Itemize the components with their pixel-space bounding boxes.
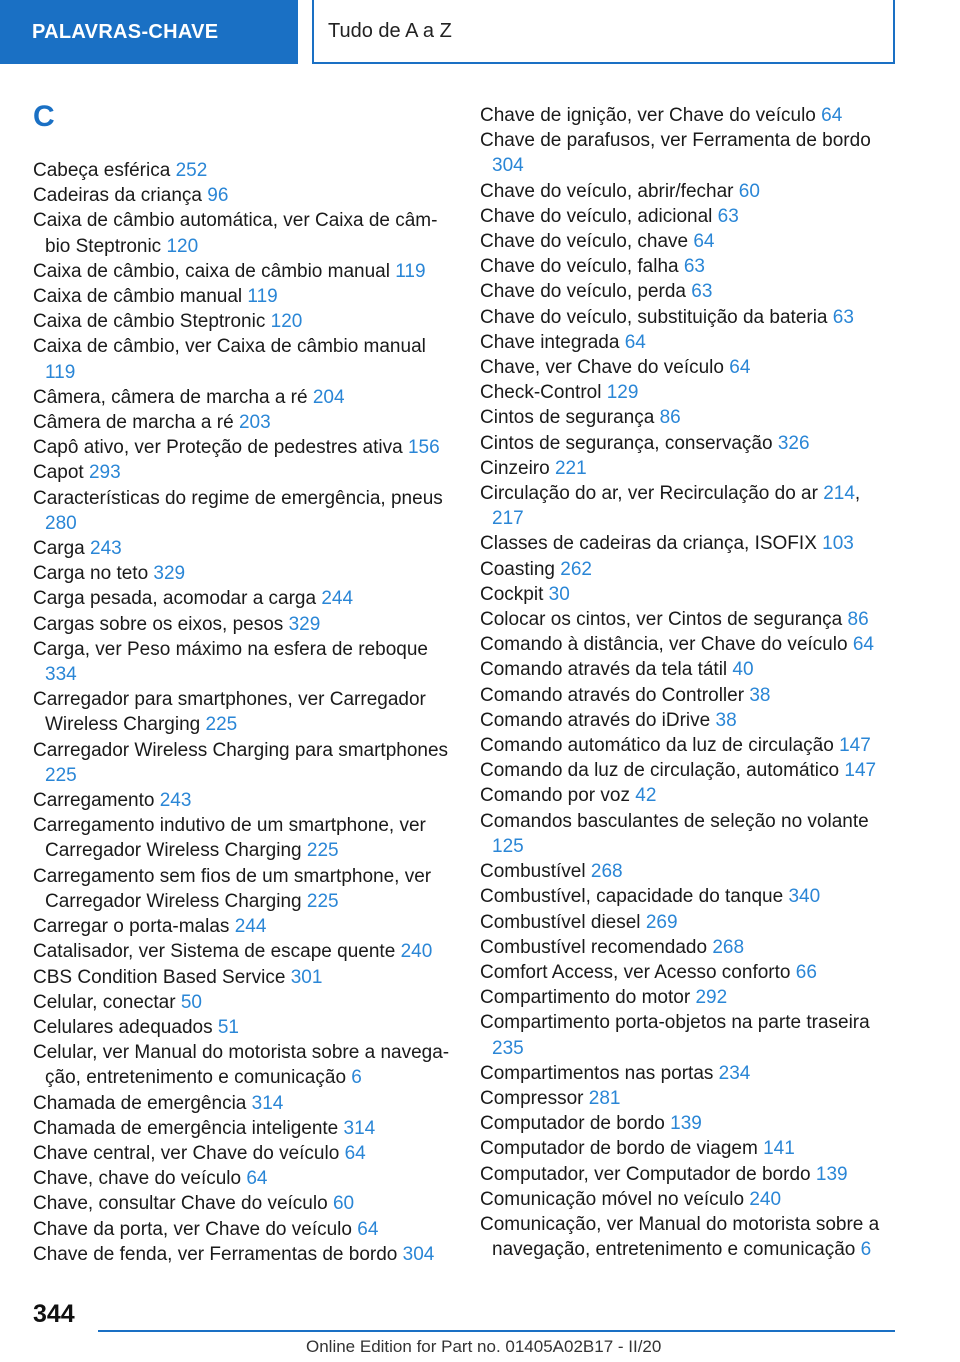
page-reference-link[interactable]: 64 bbox=[729, 357, 751, 379]
page-reference-link[interactable]: 119 bbox=[45, 361, 76, 383]
index-entry bbox=[33, 309, 453, 334]
page-reference-link[interactable]: 243 bbox=[90, 538, 122, 560]
entry-term: Carregamento sem fios de um smartphone, ver Carregador Wireless Charging bbox=[33, 865, 432, 912]
entry-term: Chave do veículo, perda bbox=[480, 281, 686, 303]
page-reference-link[interactable]: 63 bbox=[683, 256, 705, 278]
entry-term: Compartimento do motor bbox=[480, 987, 691, 1009]
entry-term: Computador de bordo de viagem bbox=[480, 1138, 758, 1160]
index-entry bbox=[480, 1136, 895, 1161]
page-reference-link[interactable]: 147 bbox=[844, 760, 877, 782]
index-entry bbox=[480, 809, 895, 859]
page-reference-link[interactable]: 235 bbox=[492, 1037, 524, 1059]
entry-term: Cargas sobre os eixos, pesos bbox=[33, 613, 284, 635]
entry-term: Chave central, ver Chave do veículo bbox=[33, 1142, 340, 1164]
entry-term: Carga no teto bbox=[33, 563, 149, 585]
index-entry bbox=[33, 1040, 453, 1090]
entry-term: Cadeiras da criança bbox=[33, 185, 202, 207]
page-reference-link[interactable]: 225 bbox=[306, 890, 339, 912]
page-reference-link[interactable]: 64 bbox=[852, 634, 874, 656]
page-reference-link[interactable]: 204 bbox=[312, 386, 345, 408]
index-entry bbox=[33, 183, 453, 208]
entry-term: CBS Condition Based Service bbox=[33, 966, 286, 988]
page-reference-link[interactable]: 301 bbox=[290, 966, 323, 988]
page-reference-link[interactable]: 129 bbox=[606, 382, 639, 404]
page-reference-link[interactable]: 225 bbox=[205, 714, 238, 736]
page-reference-link[interactable]: 86 bbox=[659, 407, 681, 429]
entry-term: Combustível recomendado bbox=[480, 936, 708, 958]
page-reference-link[interactable]: 329 bbox=[288, 613, 321, 635]
entry-term: Comandos basculantes de seleção no volante bbox=[480, 810, 869, 832]
footer-edition: Online Edition for Part no. 01405A02B17 - II/20 bbox=[306, 1337, 662, 1356]
index-entry bbox=[480, 229, 895, 254]
entry-term: Chamada de emergência inteligente bbox=[33, 1117, 339, 1139]
footer-divider bbox=[98, 1330, 895, 1332]
page-reference-link[interactable]: 240 bbox=[749, 1188, 782, 1210]
index-entry bbox=[480, 557, 895, 582]
page-reference-link[interactable]: 66 bbox=[795, 961, 817, 983]
entry-term: Cabeça esférica bbox=[33, 160, 171, 181]
page-reference-link[interactable]: 139 bbox=[815, 1163, 848, 1185]
entry-term: Coasting bbox=[480, 558, 555, 580]
index-entry bbox=[480, 683, 895, 708]
entry-term: Chave de fenda, ver Ferramentas de bordo bbox=[33, 1243, 398, 1265]
index-entry bbox=[480, 1111, 895, 1136]
index-entry bbox=[33, 208, 453, 258]
entry-term: Combustível diesel bbox=[480, 911, 641, 933]
entry-term: Comunicação, ver Manual do motorista sobre a navegação, entretenimento e comunicação bbox=[480, 1213, 880, 1261]
page-reference-link[interactable]: 314 bbox=[251, 1092, 284, 1114]
page-reference-link[interactable]: 304 bbox=[402, 1243, 435, 1265]
page-reference-link[interactable]: 139 bbox=[670, 1113, 702, 1135]
index-entry bbox=[33, 1015, 453, 1040]
page-reference-link[interactable]: 64 bbox=[693, 231, 715, 253]
entry-term: Compartimentos nas portas bbox=[480, 1062, 714, 1084]
entry-term: Câmera, câmera de marcha a ré bbox=[33, 386, 308, 408]
index-entry bbox=[33, 1091, 453, 1116]
entry-term: Chamada de emergência bbox=[33, 1092, 247, 1114]
index-entry bbox=[480, 884, 895, 909]
entry-term: Chave do veículo, chave bbox=[480, 231, 689, 253]
page-reference-link[interactable]: 125 bbox=[492, 835, 524, 857]
entry-term: Comando através do iDrive bbox=[480, 709, 711, 731]
page-reference-link[interactable]: 240 bbox=[400, 941, 433, 963]
page-reference-link[interactable]: 326 bbox=[777, 432, 810, 454]
page-reference-link[interactable]: 50 bbox=[180, 991, 202, 1013]
entry-term: Comunicação móvel no veículo bbox=[480, 1188, 745, 1210]
index-entry bbox=[480, 582, 895, 607]
index-entry bbox=[33, 1191, 453, 1216]
entry-term: Caixa de câmbio Steptronic bbox=[33, 311, 266, 333]
page-reference-link[interactable]: 221 bbox=[554, 457, 587, 479]
index-entry bbox=[480, 960, 895, 985]
index-entry bbox=[480, 128, 895, 178]
index-entry bbox=[33, 990, 453, 1015]
index-entry bbox=[480, 985, 895, 1010]
entry-term: Chave do veículo, abrir/fechar bbox=[480, 180, 734, 202]
index-entry bbox=[33, 1242, 453, 1267]
page-reference-link[interactable]: 64 bbox=[624, 331, 646, 353]
entry-term: Celular, conectar bbox=[33, 991, 176, 1013]
page-reference-link[interactable]: 268 bbox=[590, 861, 623, 883]
entry-term: Caixa de câmbio, ver Caixa de câmbio manual bbox=[33, 336, 426, 358]
entry-term: Combustível bbox=[480, 861, 586, 883]
page-reference-link[interactable]: 269 bbox=[645, 911, 678, 933]
entry-term: Catalisador, ver Sistema de escape quente bbox=[33, 941, 396, 963]
entry-term: Computador, ver Computador de bordo bbox=[480, 1163, 811, 1185]
index-entry bbox=[33, 460, 453, 485]
entry-term: Características do regime de emergência, pneus bbox=[33, 487, 443, 509]
page-reference-link[interactable]: 38 bbox=[715, 709, 737, 731]
index-entry bbox=[480, 431, 895, 456]
index-entry bbox=[480, 1187, 895, 1212]
index-entry bbox=[33, 259, 453, 284]
index-entry bbox=[33, 687, 453, 737]
index-entry bbox=[480, 456, 895, 481]
index-entry bbox=[480, 305, 895, 330]
entry-term: Chave, consultar Chave do veículo bbox=[33, 1193, 328, 1215]
entry-term: Carga, ver Peso máximo na esfera de reboque bbox=[33, 638, 428, 660]
page-reference-link[interactable]: 147 bbox=[839, 735, 871, 757]
page-reference-link[interactable]: 292 bbox=[695, 987, 728, 1009]
entry-term: Check-Control bbox=[480, 382, 602, 404]
page-reference-link[interactable]: 243 bbox=[159, 790, 192, 812]
entry-term: Chave, chave do veículo bbox=[33, 1168, 242, 1190]
index-entry bbox=[480, 935, 895, 960]
entry-term: Chave integrada bbox=[480, 331, 620, 353]
index-entry bbox=[480, 254, 895, 279]
entry-term: Chave do veículo, substituição da bateria bbox=[480, 306, 828, 328]
index-column-left bbox=[33, 158, 453, 1267]
page-header-title: Tudo de A a Z bbox=[312, 0, 895, 64]
index-entry bbox=[33, 864, 453, 914]
entry-term: Chave do veículo, adicional bbox=[480, 205, 713, 227]
index-entry bbox=[480, 179, 895, 204]
page-reference-link[interactable]: 329 bbox=[153, 563, 186, 585]
page-reference-link[interactable]: 6 bbox=[351, 1067, 362, 1089]
entry-term: Comando à distância, ver Chave do veículo bbox=[480, 634, 848, 656]
index-entry bbox=[480, 758, 895, 783]
entry-term: Caixa de câmbio manual bbox=[33, 286, 243, 308]
index-entry bbox=[480, 405, 895, 430]
page-reference-link[interactable]: 42 bbox=[635, 785, 657, 807]
page-reference-link[interactable]: 119 bbox=[247, 286, 278, 308]
entry-term: Chave do veículo, falha bbox=[480, 256, 679, 278]
index-entry bbox=[33, 536, 453, 561]
index-entry bbox=[33, 612, 453, 637]
page-reference-link[interactable]: 38 bbox=[749, 684, 771, 706]
entry-term: Chave de ignição, ver Chave do veículo bbox=[480, 105, 816, 126]
section-tab: PALAVRAS-CHAVE bbox=[0, 0, 298, 64]
entry-term: Comando automático da luz de circulação bbox=[480, 735, 834, 757]
page-reference-link[interactable]: 60 bbox=[738, 180, 760, 202]
page-reference-link[interactable]: 120 bbox=[270, 311, 303, 333]
entry-term: Computador de bordo bbox=[480, 1113, 665, 1135]
page-reference-link[interactable]: 63 bbox=[691, 281, 713, 303]
index-entry bbox=[480, 330, 895, 355]
entry-term: Comando por voz bbox=[480, 785, 630, 807]
index-entry bbox=[33, 486, 453, 536]
index-entry bbox=[480, 531, 895, 556]
entry-term: Celular, ver Manual do motorista sobre a navegação, entretenimento e comunicação bbox=[33, 1042, 450, 1089]
index-entry bbox=[480, 355, 895, 380]
index-entry bbox=[480, 1086, 895, 1111]
entry-term: Caixa de câmbio, caixa de câmbio manual bbox=[33, 260, 390, 282]
page-reference-link[interactable]: 60 bbox=[332, 1193, 355, 1215]
page-reference-link[interactable]: 141 bbox=[763, 1138, 795, 1160]
index-entry bbox=[480, 657, 895, 682]
entry-term: Carga pesada, acomodar a carga bbox=[33, 588, 317, 610]
index-entry bbox=[480, 783, 895, 808]
page-reference-link[interactable]: 304 bbox=[492, 155, 524, 177]
entry-term: Combustível, capacidade do tanque bbox=[480, 886, 784, 908]
index-entry bbox=[33, 586, 453, 611]
index-entry bbox=[33, 385, 453, 410]
entry-term: Carregador Wireless Charging para smartphones bbox=[33, 739, 449, 761]
page-reference-link[interactable]: 234 bbox=[718, 1062, 751, 1084]
index-entry bbox=[480, 1061, 895, 1086]
index-entry bbox=[480, 204, 895, 229]
entry-term: Compartimento porta-objetos na parte traseira bbox=[480, 1012, 870, 1034]
index-entry bbox=[480, 1212, 895, 1262]
index-entry bbox=[33, 561, 453, 586]
page-reference-link[interactable]: 281 bbox=[588, 1087, 621, 1109]
page-reference-link[interactable]: 225 bbox=[45, 764, 77, 786]
page-reference-link[interactable]: 293 bbox=[88, 462, 121, 484]
entry-term: Compressor bbox=[480, 1087, 584, 1109]
entry-term: Cinzeiro bbox=[480, 457, 550, 479]
page-reference-link[interactable]: 280 bbox=[45, 512, 77, 534]
entry-term: Carregamento indutivo de um smartphone, ver Carregador Wireless Charging bbox=[33, 815, 426, 862]
page-reference-link[interactable]: 86 bbox=[847, 609, 869, 631]
index-entry: Circulação do ar, ver Recirculação do ar 214, 217 bbox=[480, 483, 861, 530]
index-entry bbox=[33, 334, 453, 384]
page-reference-link[interactable]: 96 bbox=[207, 185, 229, 207]
page-reference-link[interactable]: 314 bbox=[343, 1117, 376, 1139]
page-reference-link[interactable]: 63 bbox=[717, 205, 739, 227]
entry-term: Celulares adequados bbox=[33, 1016, 213, 1038]
index-entry bbox=[33, 738, 453, 788]
entry-term: Comando através do Controller bbox=[480, 684, 745, 706]
page-reference-link[interactable]: 334 bbox=[45, 664, 77, 686]
index-entry bbox=[480, 733, 895, 758]
entry-term: Colocar os cintos, ver Cintos de segurança bbox=[480, 609, 843, 631]
page-reference-link[interactable]: 217 bbox=[492, 508, 524, 530]
entry-term: Capô ativo, ver Proteção de pedestres ativa bbox=[33, 437, 403, 459]
page-reference-link[interactable]: 63 bbox=[832, 306, 854, 328]
page-reference-link[interactable]: 203 bbox=[238, 412, 271, 434]
entry-term: Circulação do ar, ver Recirculação do ar bbox=[480, 483, 818, 505]
index-entry bbox=[33, 1116, 453, 1141]
index-entry bbox=[33, 435, 453, 460]
index-entry bbox=[33, 158, 453, 183]
page-reference-link[interactable]: 103 bbox=[822, 533, 854, 555]
index-entry bbox=[33, 1217, 453, 1242]
index-entry bbox=[480, 632, 895, 657]
entry-term: Carregador para smartphones, ver Carregador Wireless Charging bbox=[33, 689, 426, 736]
entry-term: Capot bbox=[33, 462, 84, 484]
entry-term: Carregar o porta-malas bbox=[33, 916, 230, 938]
index-column-right bbox=[480, 103, 895, 1262]
page-reference-link[interactable]: 64 bbox=[357, 1218, 379, 1240]
index-entry bbox=[480, 607, 895, 632]
page-reference-link[interactable]: 64 bbox=[344, 1142, 366, 1164]
page-reference-link[interactable]: 156 bbox=[407, 437, 440, 459]
page-reference-link[interactable]: 225 bbox=[306, 840, 339, 862]
page-reference-link[interactable]: 340 bbox=[788, 886, 821, 908]
index-entry bbox=[33, 1166, 453, 1191]
index-entry bbox=[33, 813, 453, 863]
entry-term: Carga bbox=[33, 538, 85, 560]
entry-term: Classes de cadeiras da criança, ISOFIX bbox=[480, 533, 817, 555]
index-entry bbox=[33, 1141, 453, 1166]
index-entry bbox=[33, 284, 453, 309]
entry-term: Comfort Access, ver Acesso conforto bbox=[480, 961, 791, 983]
page-reference-link[interactable]: 244 bbox=[321, 588, 354, 610]
page-reference-link[interactable]: 214 bbox=[823, 483, 855, 505]
page-number: 344 bbox=[33, 1300, 75, 1328]
entry-term: Comando da luz de circulação, automático bbox=[480, 760, 840, 782]
index-entry bbox=[480, 708, 895, 733]
index-letter: C bbox=[33, 100, 55, 133]
index-entry bbox=[480, 103, 895, 128]
entry-term: Chave da porta, ver Chave do veículo bbox=[33, 1218, 352, 1240]
page-reference-link[interactable]: 120 bbox=[166, 235, 199, 257]
page-reference-link[interactable]: 51 bbox=[217, 1016, 239, 1038]
entry-term: Chave de parafusos, ver Ferramenta de bordo bbox=[480, 130, 871, 152]
index-entry bbox=[480, 1162, 895, 1187]
index-entry bbox=[33, 965, 453, 990]
page-reference-link[interactable]: 40 bbox=[732, 659, 754, 681]
index-entry bbox=[480, 1010, 895, 1060]
index-entry bbox=[480, 859, 895, 884]
index-entry bbox=[480, 380, 895, 405]
entry-term: Cockpit bbox=[480, 583, 544, 605]
index-entry bbox=[33, 914, 453, 939]
entry-term: Comando através da tela tátil bbox=[480, 659, 728, 681]
entry-term: Carregamento bbox=[33, 790, 155, 812]
page-reference-link[interactable]: 30 bbox=[548, 583, 570, 605]
page-reference-link[interactable]: 64 bbox=[821, 105, 843, 126]
entry-term: Câmera de marcha a ré bbox=[33, 412, 234, 434]
index-entry bbox=[33, 788, 453, 813]
index-entry bbox=[33, 637, 453, 687]
entry-term: Cintos de segurança, conservação bbox=[480, 432, 773, 454]
page-reference-link[interactable]: 119 bbox=[395, 260, 426, 282]
index-entry bbox=[33, 939, 453, 964]
page-reference-link[interactable]: 268 bbox=[712, 936, 745, 958]
page-reference-link[interactable]: 262 bbox=[560, 558, 592, 580]
page-reference-link[interactable]: 252 bbox=[175, 160, 208, 181]
entry-term: Caixa de câmbio automática, ver Caixa de câmbio Steptronic bbox=[33, 210, 438, 257]
index-entry bbox=[480, 910, 895, 935]
page-reference-link[interactable]: 6 bbox=[860, 1239, 872, 1261]
page-reference-link[interactable]: 64 bbox=[246, 1168, 268, 1190]
index-entry bbox=[33, 410, 453, 435]
index-entry bbox=[480, 279, 895, 304]
page-reference-link[interactable]: 244 bbox=[234, 916, 267, 938]
entry-term: Chave, ver Chave do veículo bbox=[480, 357, 724, 379]
entry-term: Cintos de segurança bbox=[480, 407, 655, 429]
